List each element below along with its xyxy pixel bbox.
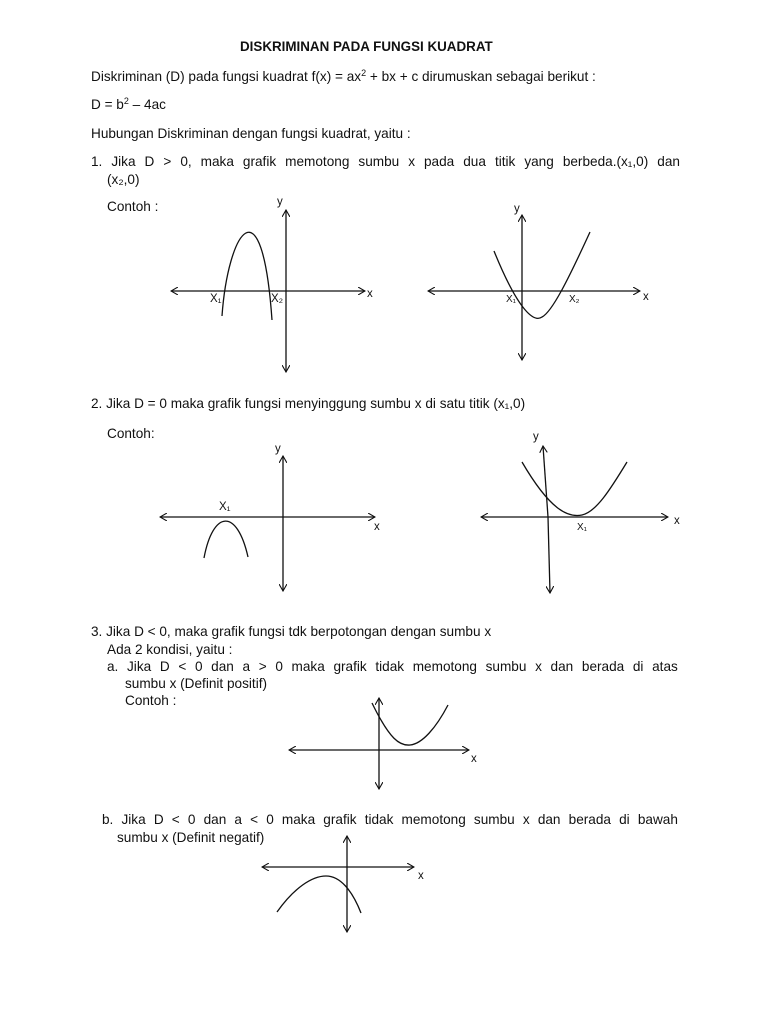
case1-line1-word: dan — [657, 154, 680, 169]
graph-3-y-label: y — [275, 443, 281, 455]
case3b-line2: sumbu x (Definit negatif) — [117, 830, 265, 845]
case3b-line1-word: tidak — [364, 812, 394, 827]
case3-line1: 3. Jika D < 0, maka grafik fungsi tdk berpotongan dengan sumbu x — [91, 624, 492, 639]
case3a-line1-word: maka — [291, 659, 325, 674]
graph-1-root-1: X₁ — [210, 293, 222, 305]
case1-line1-word: x — [408, 154, 415, 169]
case3-line2: Ada 2 kondisi, yaitu : — [107, 642, 233, 657]
case3a-line1-word: tidak — [375, 659, 405, 674]
graph-4-d-zero-opens-up — [481, 446, 668, 593]
graph-2-y-label: y — [514, 203, 520, 215]
case3a-line1-word: < — [178, 659, 187, 674]
case3b-line1-word: b. — [102, 812, 114, 827]
case1-line1-word: berbeda.(x₁,0) — [562, 154, 649, 169]
case3b-line1-word: < — [250, 812, 259, 827]
case3a-example-label: Contoh : — [125, 693, 177, 708]
case3a-line1-word: 0 — [194, 659, 203, 674]
graph-5-definit-positif — [289, 698, 469, 789]
case3a-line1-word: Jika — [127, 659, 152, 674]
discriminant-formula: $D = b^2 - 4ac$ — [91, 96, 166, 112]
graph-1-y-label: y — [277, 196, 283, 208]
graph-4-y-axis — [543, 446, 548, 517]
case3a-line1-word: di — [632, 659, 644, 674]
graph-3-parabola — [204, 521, 248, 558]
graph-1-root-2: X₂ — [271, 293, 284, 305]
case1-line1-word: > — [163, 154, 172, 169]
case3b-line1-word: a — [234, 812, 242, 827]
graph-2-d-positive-opens-up — [428, 215, 640, 360]
graph-6-definit-negatif — [262, 836, 414, 932]
case3b-line1-word: x — [522, 812, 530, 827]
case3b-line1-word: 0 — [266, 812, 274, 827]
case3b-line1-word: < — [171, 812, 180, 827]
case3b-line1-word: di — [619, 812, 630, 827]
case1-line2: (x₂,0) — [107, 172, 140, 187]
case2-line1: 2. Jika D = 0 maka grafik fungsi menyinggung sumbu x di satu titik (x₁,0) — [91, 396, 526, 411]
case3b-line1-word: 0 — [187, 812, 196, 827]
case3a-line1-word: sumbu — [485, 659, 527, 674]
case3b-line1-word: grafik — [323, 812, 357, 827]
case3b-line1-word: dan — [203, 812, 227, 827]
case1-line1-word: pada — [424, 154, 455, 169]
graph-6-x-label: x — [418, 870, 424, 882]
case2-example-label: Contoh: — [107, 426, 155, 441]
graph-2-root-2: X₂ — [569, 294, 580, 305]
case3a-line1-word: a — [242, 659, 251, 674]
graph-2-root-1: X₁ — [506, 294, 517, 305]
case3a-line1-word: dan — [550, 659, 574, 674]
graph-1-x-label: x — [367, 288, 373, 300]
case1-line1-word: 0, — [180, 154, 192, 169]
graph-4-parabola — [522, 462, 627, 516]
case1-line1-word: Jika — [111, 154, 136, 169]
graph-6-parabola — [277, 876, 361, 913]
graph-4-y-label: y — [533, 431, 539, 443]
case3b-line1-word: bawah — [637, 812, 678, 827]
case1-line1-word: D — [144, 154, 155, 169]
relation-intro: Hubungan Diskriminan dengan fungsi kuadrat, yaitu : — [91, 126, 411, 141]
case3a-line1-word: dan — [211, 659, 234, 674]
graph-3-x-label: x — [374, 521, 380, 533]
case3a-line1-word: grafik — [333, 659, 367, 674]
case3a-line1-word: D — [159, 659, 170, 674]
case3a-line2: sumbu x (Definit positif) — [125, 676, 268, 691]
case1-line1-word: titik — [494, 154, 516, 169]
case3a-line1-word: berada — [581, 659, 625, 674]
case3b-line1-word: dan — [537, 812, 561, 827]
case3a-line1-word: atas — [652, 659, 678, 674]
case1-example-label: Contoh : — [107, 199, 159, 214]
graph-1-parabola — [222, 232, 272, 320]
case1-line1-word: maka — [200, 154, 234, 169]
case3a-line1-word: memotong — [412, 659, 477, 674]
case3b-line1-word: sumbu — [473, 812, 515, 827]
graph-4-x-label: x — [674, 515, 680, 527]
case1-line1-word: grafik — [242, 154, 277, 169]
case3a-line1-word: > — [258, 659, 267, 674]
case1-line1-word: sumbu — [358, 154, 400, 169]
case1-line1-word: memotong — [285, 154, 350, 169]
case1-line1-word: 1. — [91, 154, 103, 169]
case1-line1-word: yang — [524, 154, 554, 169]
case3a-line1-word: a. — [107, 659, 119, 674]
graph-4-root-1: X₁ — [577, 522, 588, 533]
case3b-line1-word: memotong — [401, 812, 466, 827]
graph-3-root-1: X₁ — [219, 501, 231, 513]
case3a-line1-word: x — [535, 659, 542, 674]
case1-line1-word: dua — [463, 154, 486, 169]
graph-5-x-label: x — [471, 753, 477, 765]
definition-paragraph: Diskriminan (D) pada fungsi kuadrat $f(x) = ax^2$ + bx + c dirumuskan sebagai berikut : — [91, 68, 596, 84]
case3b-line1-word: Jika — [121, 812, 146, 827]
page-title: DISKRIMINAN PADA FUNGSI KUADRAT — [240, 39, 493, 54]
graph-3-d-zero-opens-down — [160, 456, 375, 591]
graph-4-y-axis — [548, 517, 550, 593]
graph-2-x-label: x — [643, 291, 649, 303]
graph-5-parabola — [372, 703, 448, 745]
case3b-line1-word: berada — [568, 812, 611, 827]
case3b-line1-word: D — [153, 812, 164, 827]
graph-2-parabola — [494, 232, 590, 318]
case3a-line1-word: 0 — [275, 659, 283, 674]
case3b-line1-word: maka — [281, 812, 316, 827]
graph-1-d-positive-opens-down — [171, 210, 365, 372]
